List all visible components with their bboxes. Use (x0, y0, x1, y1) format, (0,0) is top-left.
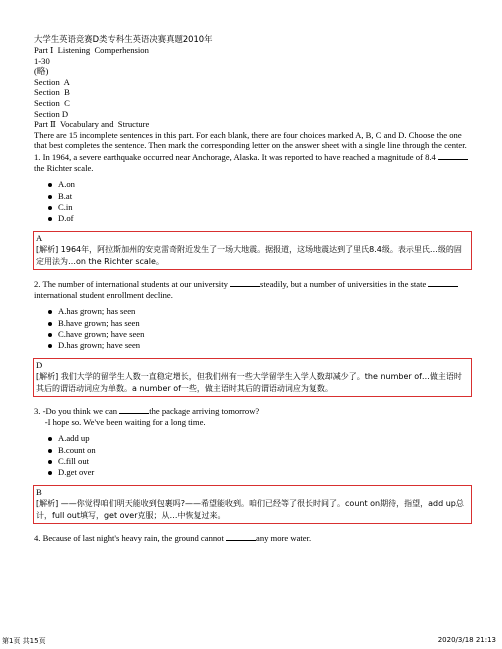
instructions: There are 15 incomplete sentences in this part. For each blank, there are four choices marked A, B, C and D. Choose the one that best completes the sentence. Then mark the corresponding letter on the answer sheet with a single line through the center. (34, 129, 467, 151)
option-c[interactable]: C.fill out (48, 456, 474, 467)
question-3-reply: -I hope so. We've been waiting for a long time. (34, 416, 206, 427)
answer-blank (438, 151, 468, 160)
answer-blank (428, 278, 458, 287)
question-1-answer-box (33, 231, 472, 270)
question-1-text-b: the Richter scale. (34, 162, 94, 173)
option-d[interactable]: D.has grown; have seen (48, 340, 474, 351)
answer-blank (230, 278, 260, 287)
question-1-explanation: [解析] 1964年，阿拉斯加州的安克雷奇附近发生了一场大地震。据报道，这场地震达到了里氏8.4级。表示里氏…级的固定用法为…on the Richter scale。 (36, 245, 462, 266)
question-4-text-b: any more water. (256, 533, 312, 544)
part-2-heading: Part Ⅱ Vocabulary and Structure (34, 119, 150, 130)
answer-blank (226, 532, 256, 541)
option-c[interactable]: C.have grown; have seen (48, 329, 474, 340)
option-a[interactable]: A.has grown; has seen (48, 306, 474, 317)
page-counter: 第1页 共15页 (2, 637, 46, 645)
question-3-answer-box (33, 485, 472, 524)
section-d: Section D (34, 108, 69, 119)
part-1-heading: Part Ⅰ Listening Comperhension (34, 45, 149, 55)
question-2-explanation: [解析] 我们大学的留学生人数一直稳定增长，但我们州有一些大学留学生入学人数却减少了。the number of…做主语时其后的谓语动词应为单数。a number of一些，做主语时其后的谓语动词应为复数。 (36, 372, 462, 393)
question-4-stem (34, 532, 474, 544)
question-3-answer: B (36, 486, 42, 497)
question-2-answer: D (36, 359, 43, 370)
question-3-options (34, 433, 474, 479)
question-3-explanation: [解析] ——你觉得咱们明天能收到包裹吗?——希望能收到。咱们已经等了很长时间了。count on期待，指望，add up总计，full out填写，get over克服；从…中恢复过来。 (36, 499, 464, 520)
question-2-text-b: steadily, but a number of universities in the state (260, 278, 429, 289)
question-2-text-c: international student enrollment decline. (34, 289, 173, 300)
print-timestamp: 2020/3/18 21:13 (437, 636, 496, 644)
question-2-options (34, 306, 474, 352)
section-b: Section B (34, 87, 70, 98)
question-4-text-a: 4. Because of last night's heavy rain, the ground cannot (34, 533, 226, 544)
question-3-stem (34, 405, 474, 417)
document-title: 大学生英语竞赛D类专科生英语决赛真题2010年 (34, 34, 213, 44)
option-c[interactable]: C.in (48, 202, 474, 213)
option-a[interactable]: A.on (48, 179, 474, 190)
question-2-answer-box (33, 358, 472, 397)
question-1-options (34, 179, 474, 225)
question-3-text-b: the package arriving tomorrow? (149, 406, 260, 416)
question-3-text-a: 3. -Do you think we can (34, 406, 120, 416)
option-d[interactable]: D.of (48, 213, 474, 224)
option-a[interactable]: A.add up (48, 433, 474, 444)
question-1-text-a: 1. In 1964, a severe earthquake occurred near Anchorage, Alaska. It was reported to have reached a magnitude of 8.4 (34, 151, 438, 162)
option-b[interactable]: B.have grown; has seen (48, 318, 474, 329)
question-2-text-a: 2. The number of international students at our university (34, 278, 231, 289)
section-c: Section C (34, 97, 70, 108)
option-d[interactable]: D.get over (48, 467, 474, 478)
question-1-stem (34, 151, 474, 173)
question-2-stem (34, 278, 474, 300)
omitted-note: (略) (34, 66, 49, 77)
section-a: Section A (34, 76, 70, 87)
option-b[interactable]: B.count on (48, 445, 474, 456)
question-range: 1-30 (34, 55, 50, 66)
answer-blank (119, 405, 149, 414)
question-1-answer: A (36, 232, 43, 243)
document-content (34, 34, 474, 544)
option-b[interactable]: B.at (48, 191, 474, 202)
